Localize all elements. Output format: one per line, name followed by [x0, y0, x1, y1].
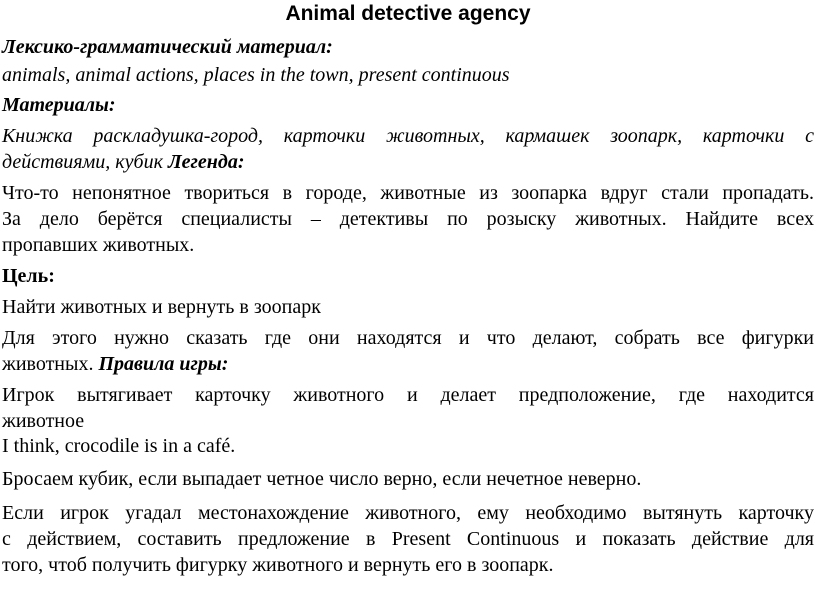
rules-line-2: животное: [2, 410, 85, 432]
rules-heading: Правила игры:: [98, 353, 229, 375]
legend-line-3: пропавших животных.: [2, 234, 195, 256]
page-title: Animal detective agency: [285, 2, 531, 25]
goal-line-2: Для этого нужно сказать где они находятся и что делают, собрать все фигурки: [2, 327, 814, 349]
lexical-heading: Лексико-грамматический материал:: [2, 36, 333, 58]
materials-line-1: Книжка раскладушка-город, карточки животных, кармашек зоопарк, карточки с: [2, 125, 814, 147]
goal-line-3-wrapper: [2, 351, 814, 377]
rules-line-3: Если игрок угадал местонахождение животного, ему необходимо вытянуть карточку: [2, 502, 814, 524]
goal-text: Найти животных и вернуть в зоопарк: [2, 296, 321, 318]
lexical-text: animals, animal actions, places in the town, present continuous: [2, 64, 510, 86]
goal-line-3: животных.: [2, 353, 94, 375]
materials-heading: Материалы:: [2, 94, 116, 116]
rules-line-1: Игрок вытягивает карточку животного и делает предположение, где находится: [2, 384, 814, 406]
rules-example: I think, crocodile is in a café.: [2, 435, 236, 457]
materials-line-2-wrapper: [2, 149, 814, 175]
legend-line-1: Что-то непонятное твориться в городе, животные из зоопарка вдруг стали пропадать.: [2, 182, 814, 204]
rules-dice: Бросаем кубик, если выпадает четное число верно, если нечетное неверно.: [2, 468, 642, 490]
rules-line-4: с действием, составить предложение в Present Continuous и показать действие для: [2, 528, 814, 550]
rules-line-5: того, чтоб получить фигурку животного и вернуть его в зоопарк.: [2, 554, 554, 576]
legend-heading: Легенда:: [167, 151, 245, 173]
materials-line-2: действиями, кубик: [2, 151, 163, 173]
goal-heading: Цель:: [2, 265, 55, 287]
legend-line-2: За дело берётся специалисты – детективы по розыску животных. Найдите всех: [2, 208, 814, 230]
